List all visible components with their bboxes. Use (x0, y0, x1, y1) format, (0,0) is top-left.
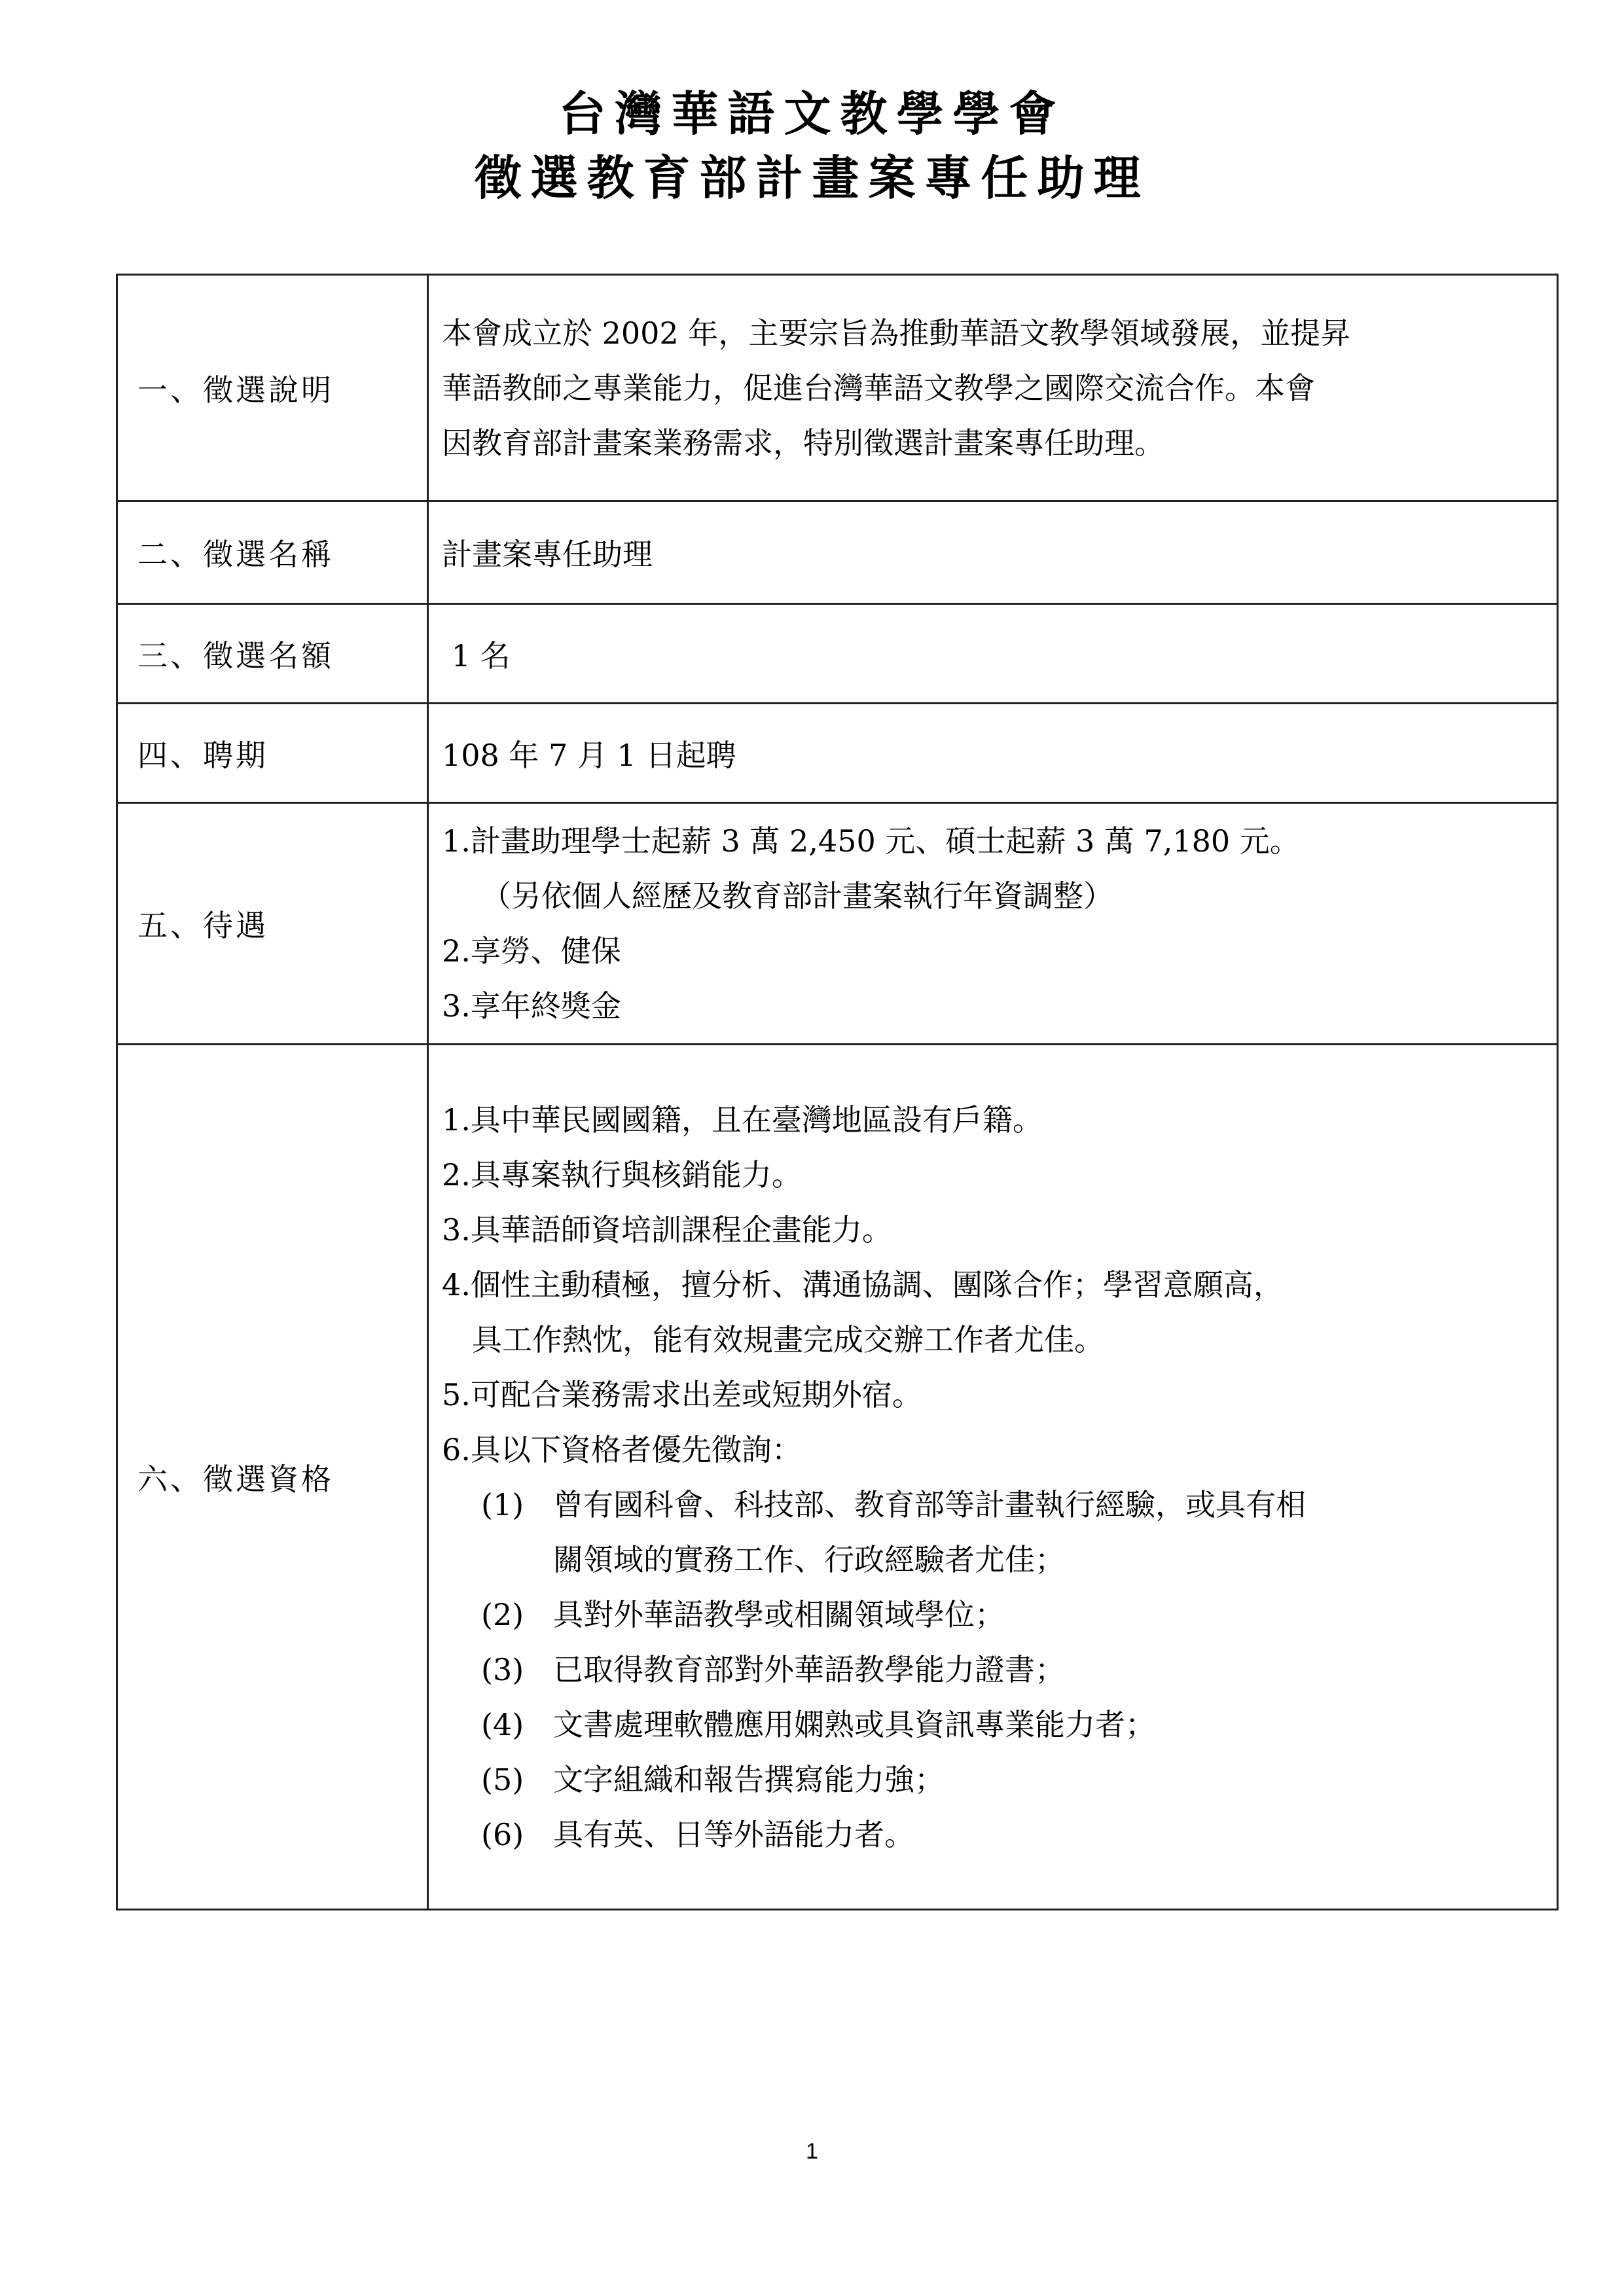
qualification-item: 5.可配合業務需求出差或短期外宿。 (442, 1376, 922, 1412)
qualification-item: 3.具華語師資培訓課程企畫能力。 (442, 1211, 892, 1247)
preferred-item-number: (5) (481, 1761, 524, 1797)
preferred-item-text: 文書處理軟體應用嫻熟或具資訊專業能力者； (553, 1706, 1155, 1742)
table-row-quota (117, 604, 1558, 704)
compensation-note: （另依個人經歷及教育部計畫案執行年資調整） (481, 878, 1113, 914)
preferred-item-text: 文字組織和報告撰寫能力強； (553, 1761, 945, 1797)
preferred-item (442, 1642, 1546, 1697)
preferred-item (442, 1807, 1546, 1862)
row-value: 計畫案專任助理 (428, 501, 1558, 604)
document-title-position: 徵選教育部計畫案專任助理 (474, 151, 1150, 206)
table-row-compensation (117, 803, 1558, 1045)
job-posting-table (116, 274, 1559, 1910)
row-value (428, 803, 1558, 1045)
row-value: 1 名 (428, 604, 1558, 704)
compensation-line: 3.享年終獎金 (442, 988, 621, 1024)
preferred-item-text: 具有英、日等外語能力者。 (553, 1816, 914, 1852)
row-value (428, 1045, 1558, 1910)
table-row-qualifications (117, 1045, 1558, 1910)
preferred-item-text: 已取得教育部對外華語教學能力證書； (553, 1651, 1065, 1687)
preferred-item (442, 1587, 1546, 1642)
qualification-item: 2.具專案執行與核銷能力。 (442, 1157, 802, 1193)
preferred-item-text: 具對外華語教學或相關領域學位； (553, 1596, 1005, 1632)
compensation-line: 1.計畫助理學士起薪 3 萬 2,450 元、碩士起薪 3 萬 7,180 元。 (442, 823, 1300, 859)
preferred-item-number: (2) (481, 1596, 524, 1632)
preferred-item-number: (3) (481, 1651, 524, 1687)
row-label: 四、聘期 (117, 704, 428, 803)
table-row-position-name (117, 501, 1558, 604)
preferred-item (442, 1477, 1546, 1532)
row-label: 六、徵選資格 (117, 1045, 428, 1910)
row-label: 一、徵選說明 (117, 275, 428, 501)
page-number: 1 (806, 2139, 818, 2164)
preferred-item (442, 1697, 1546, 1752)
preferred-item-number: (6) (481, 1816, 524, 1852)
row-label: 二、徵選名稱 (117, 501, 428, 604)
compensation-line: 2.享勞、健保 (442, 933, 621, 969)
row-label: 三、徵選名額 (117, 604, 428, 704)
row-label: 五、待遇 (117, 803, 428, 1045)
qualification-item-continued: 具工作熱忱，能有效規畫完成交辦工作者尤佳。 (472, 1321, 1104, 1357)
qualification-item: 1.具中華民國國籍，且在臺灣地區設有戶籍。 (442, 1102, 1043, 1138)
preferred-item-number: (1) (481, 1486, 524, 1522)
preferred-item-text: 曾有國科會、科技部、教育部等計畫執行經驗，或具有相 (553, 1486, 1306, 1522)
description-line: 本會成立於 2002 年，主要宗旨為推動華語文教學領域發展，並提昇 (442, 315, 1351, 351)
table-row-description (117, 275, 1558, 501)
preferred-item-number: (4) (481, 1706, 524, 1742)
document-title-organization: 台灣華語文教學學會 (558, 86, 1066, 141)
table-row-employment-period (117, 704, 1558, 803)
row-value (428, 275, 1558, 501)
description-line: 華語教師之專業能力，促進台灣華語文教學之國際交流合作。本會 (442, 370, 1315, 406)
qualification-item: 6.具以下資格者優先徵詢： (442, 1431, 802, 1467)
description-line: 因教育部計畫案業務需求，特別徵選計畫案專任助理。 (442, 425, 1164, 461)
row-value: 108 年 7 月 1 日起聘 (428, 704, 1558, 803)
preferred-item (442, 1752, 1546, 1807)
qualification-item: 4.個性主動積極，擅分析、溝通協調、團隊合作；學習意願高， (442, 1266, 1284, 1302)
preferred-item-continued: 關領域的實務工作、行政經驗者尤佳； (553, 1541, 1065, 1577)
